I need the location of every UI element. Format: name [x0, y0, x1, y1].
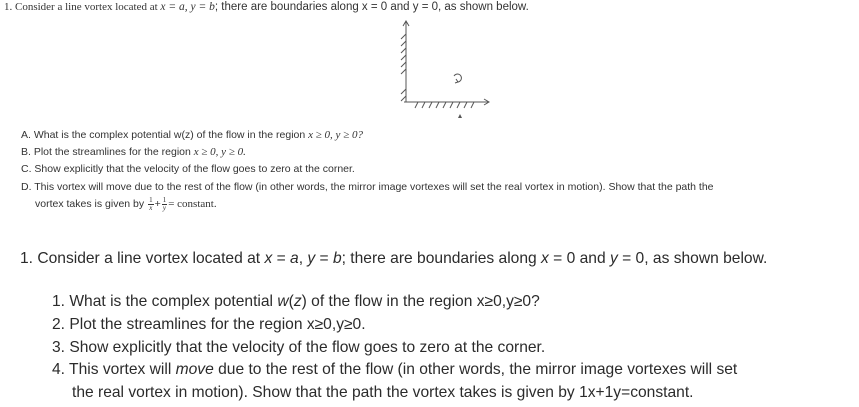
title-lead: 1. Consider a line vortex located at [4, 1, 161, 13]
question-4: 4. This vortex will move due to the rest of the flow (in other words, the mirror image vortexes will set [52, 361, 738, 379]
y-wall-hatching [401, 34, 406, 101]
title-math: x = a, y = b [160, 1, 215, 13]
fraction-one-over-y: $\frac{1}{y}$ [162, 195, 167, 212]
vortex-corner-figure [388, 14, 498, 126]
title-rest: ; there are boundaries along x = 0 and y = 0, as shown below. [214, 1, 529, 13]
fraction-one-over-x: $\frac{1}{x}$ [149, 195, 153, 212]
question-list-small [21, 127, 851, 213]
question-b: B. Plot the streamlines for the region x ≥ 0, y ≥ 0. [21, 146, 246, 159]
question-2: 2. Plot the streamlines for the region x≥0,y≥0. [52, 315, 366, 333]
x-wall-hatching [415, 102, 474, 108]
question-list-large [52, 291, 852, 405]
question-3: 3. Show explicitly that the velocity of the flow goes to zero at the corner. [52, 338, 546, 356]
question-d: D. This vortex will move due to the rest of the flow (in other words, the mirror image vortexes will set the real vortex in motion). Show that the path the [21, 180, 714, 193]
y-tick-a [458, 114, 462, 118]
question-d-continued: vortex takes is given by $\frac{1}{x}$ + $\frac{1}{y}$ = constant. [35, 195, 217, 212]
problem-title-small [4, 0, 529, 14]
question-1: 1. What is the complex potential w(z) of the flow in the region x≥0,y≥0? [52, 293, 540, 310]
problem-title-large: 1. Consider a line vortex located at x = a, y = b; there are boundaries along x = 0 and y = 0, as shown below. [20, 250, 768, 267]
question-c: C. Show explicitly that the velocity of the flow goes to zero at the corner. [21, 163, 355, 176]
question-4-continued: the real vortex in motion). Show that the path the vortex takes is given by 1x+1y=constant. [72, 384, 694, 402]
question-a: A. What is the complex potential w(z) of the flow in the region x ≥ 0, y ≥ 0? [21, 129, 363, 141]
